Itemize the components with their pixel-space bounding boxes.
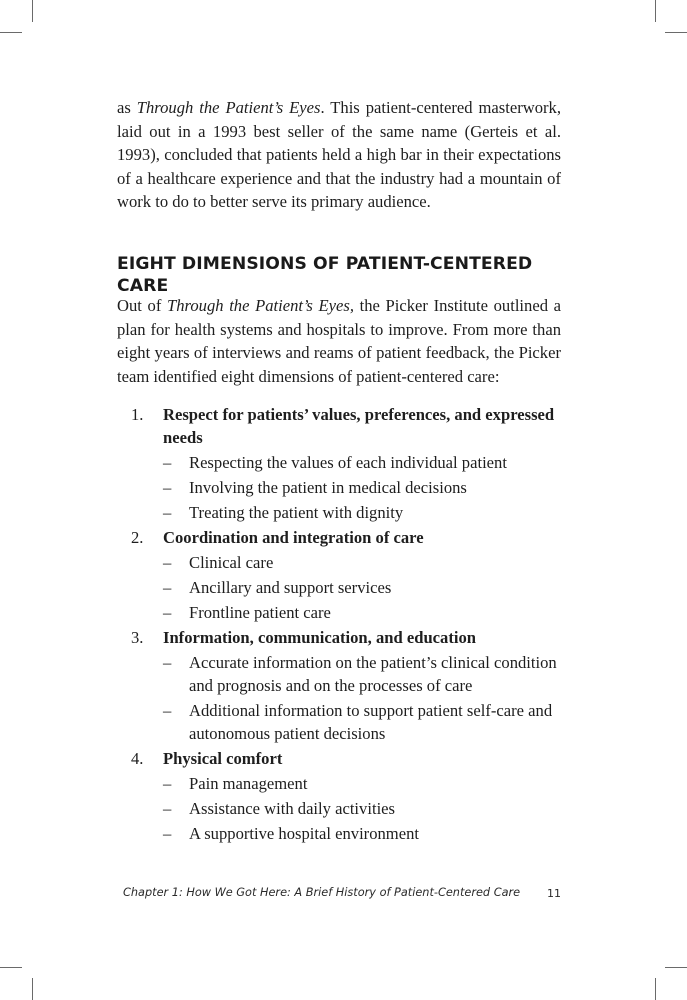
section-heading: EIGHT DIMENSIONS OF PATIENT-CENTERED CARE bbox=[117, 254, 533, 296]
dash-bullet: – bbox=[163, 477, 172, 497]
sub-item bbox=[117, 452, 561, 475]
dimension-item bbox=[117, 527, 561, 625]
sub-item-text: Assistance with daily activities bbox=[189, 798, 395, 818]
crop-mark-top-left bbox=[32, 0, 33, 22]
dimension-item bbox=[117, 627, 561, 745]
dimension-number: 1. bbox=[131, 405, 144, 424]
book-title: Through the Patient’s Eyes bbox=[136, 98, 321, 117]
sub-item-text: Ancillary and support services bbox=[189, 577, 392, 597]
dimension-title: Information, communication, and education bbox=[163, 628, 476, 648]
sub-item-text: Additional information to support patient self-care and autonomous patient decisions bbox=[189, 700, 553, 743]
intro-lead: as bbox=[117, 98, 137, 117]
dash-bullet: – bbox=[163, 823, 172, 843]
dash-bullet: – bbox=[163, 577, 172, 597]
dash-bullet: – bbox=[163, 798, 172, 818]
dash-bullet: – bbox=[163, 602, 172, 622]
crop-mark-top-right-h bbox=[665, 32, 687, 33]
sub-item-text: Frontline patient care bbox=[189, 602, 331, 622]
dimension-title: Physical comfort bbox=[163, 748, 283, 768]
section-paragraph bbox=[117, 294, 561, 388]
crop-mark-bottom-left bbox=[32, 978, 33, 1000]
dimensions-list bbox=[117, 404, 561, 846]
intro-rest: . This patient-centered masterwork, laid out in a 1993 best seller of the same name (Gerteis et al. 1993), concluded that patients held a high bar in their expectations of a healthcare experience and that the industry had a mountain of work to do to better serve its primary audience. bbox=[117, 98, 561, 211]
sub-item bbox=[117, 602, 561, 625]
sub-item-text: Pain management bbox=[189, 773, 308, 793]
sub-item bbox=[117, 552, 561, 575]
running-footer: Chapter 1: How We Got Here: A Brief History of Patient-Centered Care bbox=[123, 886, 521, 899]
page-number: 11 bbox=[547, 887, 561, 900]
dash-bullet: – bbox=[163, 552, 172, 572]
sub-item bbox=[117, 700, 561, 746]
crop-mark-bottom-right-h bbox=[665, 967, 687, 968]
sub-item bbox=[117, 577, 561, 600]
sub-item-text: Clinical care bbox=[189, 552, 274, 572]
dash-bullet: – bbox=[163, 452, 172, 472]
sub-item-text: A supportive hospital environment bbox=[189, 823, 419, 843]
para2-rest: the Picker Institute outlined a plan for health systems and hospitals to improve. From more than eight years of interviews and reams of patient feedback, the Picker team identified eight dimensions of patient-centered care: bbox=[117, 296, 561, 386]
sub-item-text: Involving the patient in medical decisions bbox=[189, 477, 467, 497]
dimension-number: 3. bbox=[131, 628, 144, 648]
crop-mark-top-left-h bbox=[0, 32, 22, 33]
crop-mark-top-right bbox=[655, 0, 656, 22]
sub-item bbox=[117, 823, 561, 846]
sub-item bbox=[117, 773, 561, 796]
dash-bullet: – bbox=[163, 773, 172, 793]
dash-bullet: – bbox=[163, 653, 172, 673]
para2-lead: Out of bbox=[117, 296, 167, 315]
dash-bullet: – bbox=[163, 700, 172, 720]
sub-item-text: Respecting the values of each individual patient bbox=[189, 452, 507, 472]
dimension-title: Coordination and integration of care bbox=[163, 527, 424, 547]
book-title: Through the Patient’s Eyes, bbox=[167, 296, 354, 315]
sub-item bbox=[117, 798, 561, 821]
sub-item-text: Treating the patient with dignity bbox=[189, 502, 404, 522]
dimension-item bbox=[117, 748, 561, 846]
sub-item bbox=[117, 502, 561, 525]
intro-paragraph bbox=[117, 96, 561, 214]
sub-item bbox=[117, 477, 561, 500]
crop-mark-bottom-left-h bbox=[0, 967, 22, 968]
dimension-number: 4. bbox=[131, 748, 144, 768]
dash-bullet: – bbox=[163, 502, 172, 522]
sub-item bbox=[117, 652, 561, 698]
dimension-number: 2. bbox=[131, 527, 144, 547]
dimension-item bbox=[117, 404, 561, 525]
dimension-title: Respect for patients’ values, preferences, and expressed needs bbox=[163, 405, 555, 447]
crop-mark-bottom-right bbox=[655, 978, 656, 1000]
sub-item-text: Accurate information on the patient’s clinical condition and prognosis and on the processes of care bbox=[189, 653, 557, 695]
